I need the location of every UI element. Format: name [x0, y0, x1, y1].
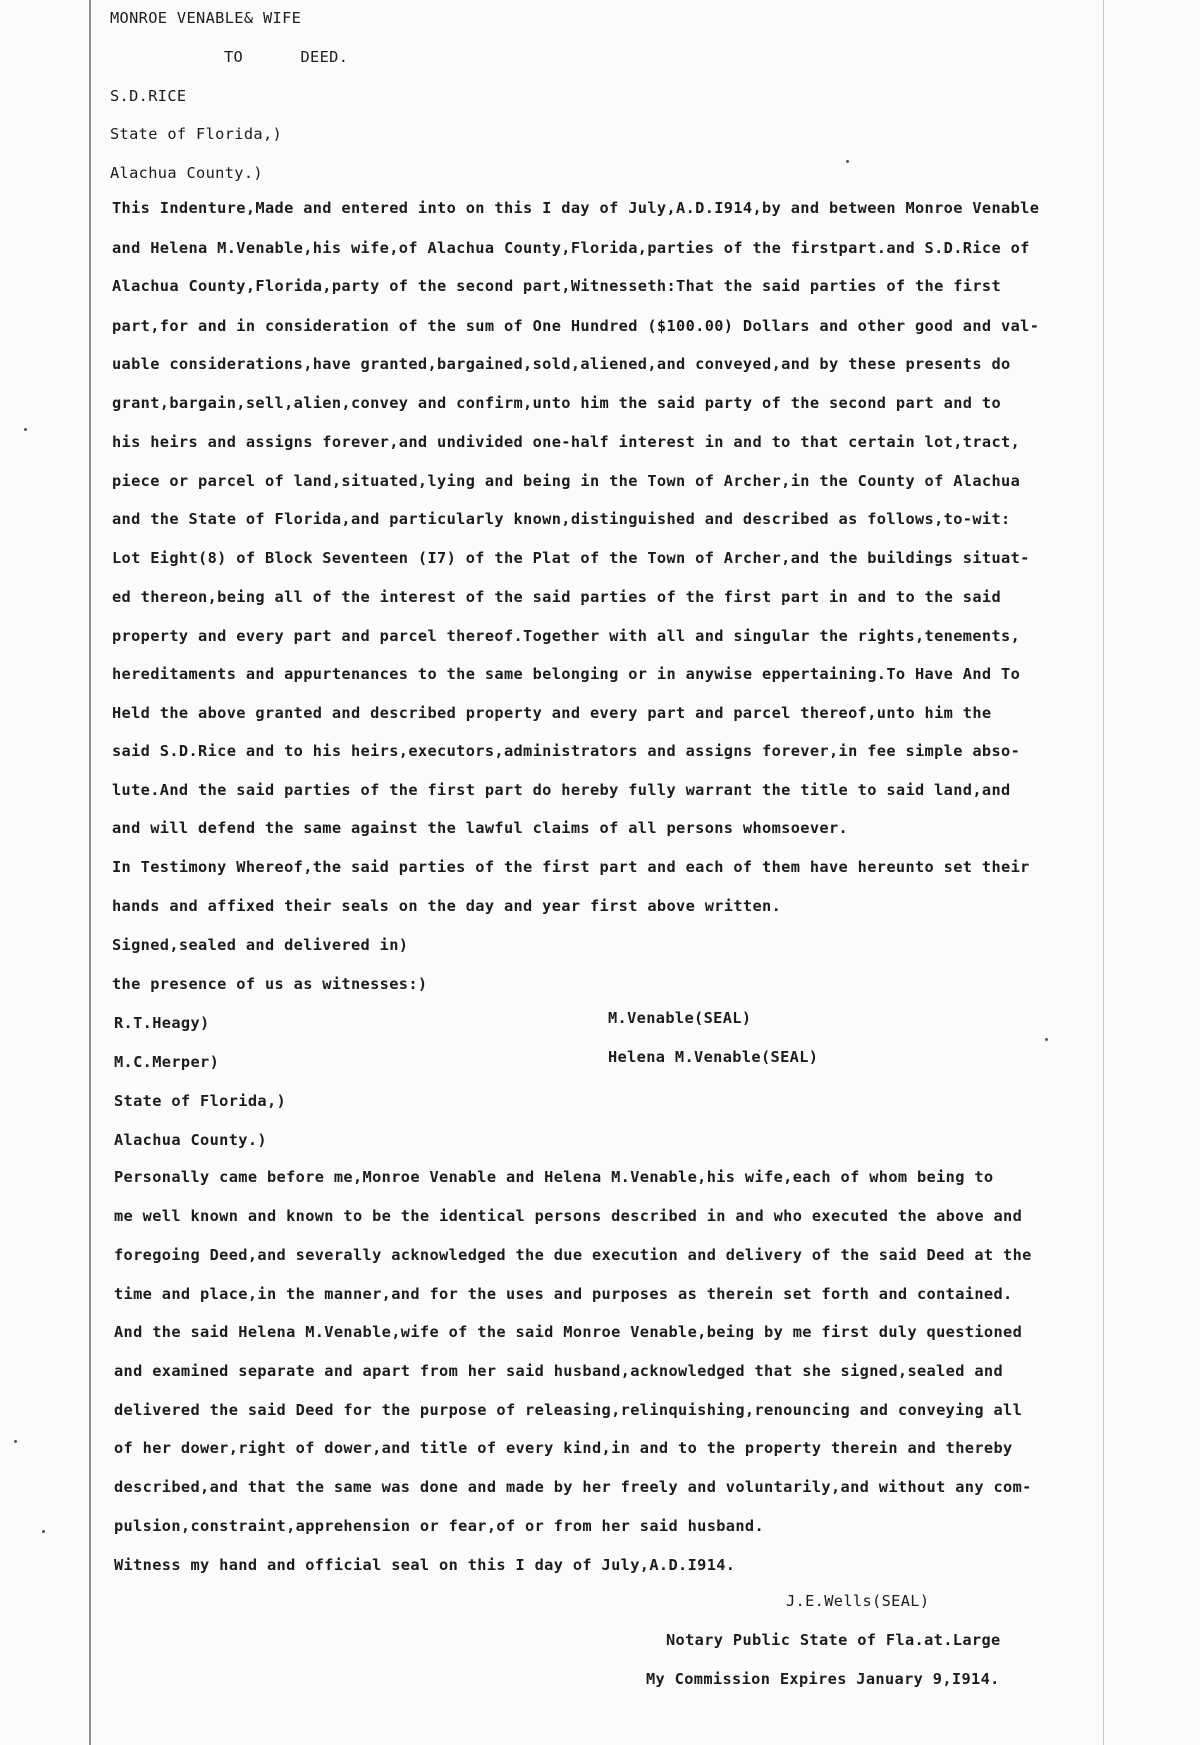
- body-line: the presence of us as witnesses:): [112, 975, 428, 993]
- body-line: part,for and in consideration of the sum of One Hundred ($100.00) Dollars and other good and val-: [112, 317, 1040, 335]
- body-line: grant,bargain,sell,alien,convey and confirm,unto him the said party of the second part and to: [112, 394, 1002, 412]
- body-line: Held the above granted and described property and every part and parcel thereof,unto him the: [112, 704, 992, 722]
- ack-line: and examined separate and apart from her said husband,acknowledged that she signed,sealed and: [114, 1362, 1004, 1380]
- notary-signature: J.E.Wells(SEAL): [786, 1592, 930, 1610]
- body-line: Alachua County,Florida,party of the second part,Witnesseth:That the said parties of the first: [112, 277, 1002, 295]
- body-line: uable considerations,have granted,bargained,sold,aliened,and conveyed,and by these presents do: [112, 355, 1011, 373]
- witness-1: R.T.Heagy): [114, 1014, 210, 1032]
- notary-commission: My Commission Expires January 9,I914.: [646, 1670, 1000, 1688]
- scan-speck: [1045, 1038, 1048, 1041]
- to-deed-heading: TO DEED.: [224, 48, 349, 66]
- ack-line: time and place,in the manner,and for the uses and purposes as therein set forth and contained.: [114, 1285, 1013, 1303]
- ack-line: me well known and known to be the identical persons described in and who executed the above and: [114, 1207, 1023, 1225]
- grantor-signature-2: Helena M.Venable(SEAL): [608, 1048, 819, 1066]
- body-line: ed thereon,being all of the interest of the said parties of the first part in and to the said: [112, 588, 1002, 606]
- body-line: Signed,sealed and delivered in): [112, 936, 409, 954]
- body-line: property and every part and parcel thereof.Together with all and singular the rights,tenements,: [112, 627, 1021, 645]
- body-line: his heirs and assigns forever,and undivided one-half interest in and to that certain lot,tract,: [112, 433, 1021, 451]
- body-line: and Helena M.Venable,his wife,of Alachua County,Florida,parties of the firstpart.and S.D.Rice of: [112, 239, 1030, 257]
- ack-line: Personally came before me,Monroe Venable and Helena M.Venable,his wife,each of whom being to: [114, 1168, 994, 1186]
- ack-line: pulsion,constraint,apprehension or fear,of or from her said husband.: [114, 1517, 765, 1535]
- ack-line: described,and that the same was done and made by her freely and voluntarily,and without any com-: [114, 1478, 1032, 1496]
- ack-venue-state: State of Florida,): [114, 1092, 287, 1110]
- body-line: hands and affixed their seals on the day and year first above written.: [112, 897, 782, 915]
- ack-line: of her dower,right of dower,and title of every kind,in and to the property therein and thereby: [114, 1439, 1013, 1457]
- venue-state: State of Florida,): [110, 125, 283, 143]
- body-line: lute.And the said parties of the first part do hereby fully warrant the title to said land,and: [112, 781, 1011, 799]
- body-line: and will defend the same against the lawful claims of all persons whomsoever.: [112, 819, 849, 837]
- scan-speck: [14, 1440, 17, 1443]
- body-line: This Indenture,Made and entered into on this I day of July,A.D.I914,by and between Monroe Venable: [112, 199, 1040, 217]
- scan-speck: [42, 1530, 45, 1533]
- notary-title: Notary Public State of Fla.at.Large: [666, 1631, 1001, 1649]
- ack-line: And the said Helena M.Venable,wife of the said Monroe Venable,being by me first duly questioned: [114, 1323, 1023, 1341]
- body-line: said S.D.Rice and to his heirs,executors,administrators and assigns forever,in fee simple abso-: [112, 742, 1021, 760]
- body-line: Lot Eight(8) of Block Seventeen (I7) of the Plat of the Town of Archer,and the buildings situat-: [112, 549, 1030, 567]
- body-line: piece or parcel of land,situated,lying and being in the Town of Archer,in the County of Alachua: [112, 472, 1021, 490]
- ack-line: delivered the said Deed for the purpose of releasing,relinquishing,renouncing and conveying all: [114, 1401, 1023, 1419]
- venue-county: Alachua County.): [110, 164, 263, 182]
- scan-speck: [24, 428, 27, 431]
- grantor-signature-1: M.Venable(SEAL): [608, 1009, 752, 1027]
- body-line: and the State of Florida,and particularly known,distinguished and described as follows,to-wit:: [112, 510, 1011, 528]
- witness-2: M.C.Merper): [114, 1053, 220, 1071]
- body-line: In Testimony Whereof,the said parties of the first part and each of them have hereunto set their: [112, 858, 1030, 876]
- ack-line: foregoing Deed,and severally acknowledged the due execution and delivery of the said Deed at the: [114, 1246, 1032, 1264]
- left-margin-rule: [89, 0, 91, 1745]
- body-line: hereditaments and appurtenances to the same belonging or in anywise eppertaining.To Have And To: [112, 665, 1021, 683]
- scan-speck: [846, 160, 849, 163]
- grantor-heading: MONROE VENABLE& WIFE: [110, 9, 302, 27]
- right-margin-rule: [1103, 0, 1104, 1745]
- ack-venue-county: Alachua County.): [114, 1131, 267, 1149]
- ack-line: Witness my hand and official seal on this I day of July,A.D.I914.: [114, 1556, 736, 1574]
- grantee-heading: S.D.RICE: [110, 87, 187, 105]
